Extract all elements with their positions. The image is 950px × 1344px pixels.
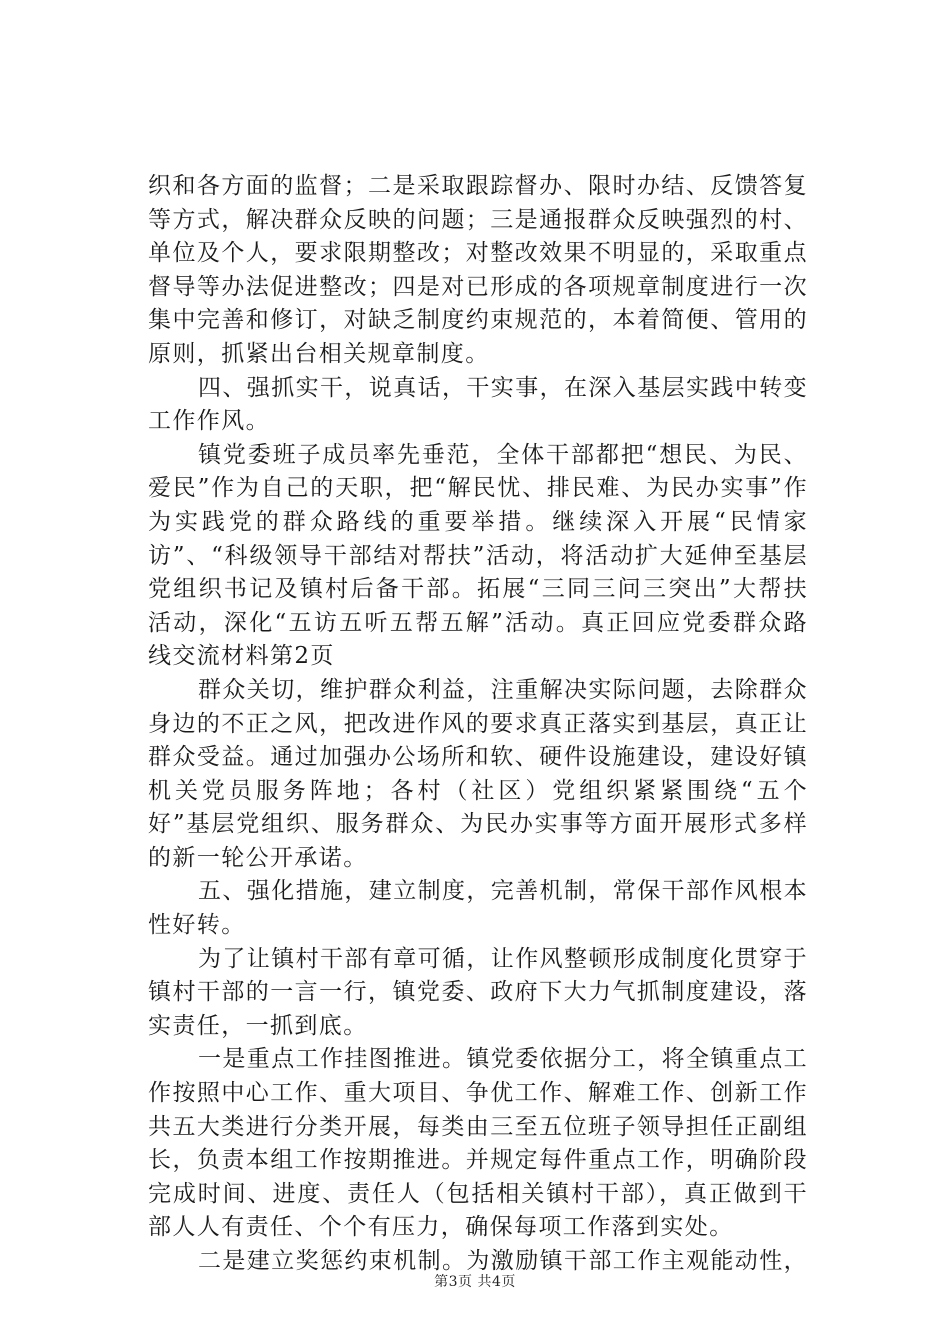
section-heading-four: 四、强抓实干，说真话，干实事，在深入基层实践中转变工作作风。	[148, 374, 808, 435]
page-number-label: 第3页 共4页	[434, 1274, 516, 1290]
paragraph: 织和各方面的监督；二是采取跟踪督办、限时办结、反馈答复等方式，解决群众反映的问题；三是通报群众反映强烈的村、单位及个人，要求限期整改；对整改效果不明显的，采取重点督导等办法促进整改；四是对已形成的各项规章制度进行一次集中完善和修订，对缺乏制度约束规范的，本着简便、管用的原则，抓紧出台相关规章制度。	[148, 173, 808, 367]
paragraph: 一是重点工作挂图推进。镇党委依据分工，将全镇重点工作按照中心工作、重大项目、争优工作、解难工作、创新工作共五大类进行分类开展，每类由三至五位班子领导担任正副组长，负责本组工作按期推进。并规定每件重点工作，明确阶段完成时间、进度、责任人（包括相关镇村干部），真正做到干部人人有责任、个个有压力，确保每项工作落到实处。	[148, 1046, 808, 1241]
page-footer	[0, 1271, 950, 1291]
document-body	[148, 170, 808, 1279]
paragraph: 镇党委班子成员率先垂范，全体干部都把“想民、为民、爱民”作为自己的天职，把“解民忧、排民难、为民办实事”作为实践党的群众路线的重要举措。继续深入开展“民情家访”、“科级领导干部结对帮扶”活动，将活动扩大延伸至基层党组织书记及镇村后备干部。拓展“三同三问三突出”大帮扶活动，深化“五访五听五帮五解”活动。真正回应党委群众路线交流材料第2页	[148, 441, 808, 670]
section-heading-five: 五、强化措施，建立制度，完善机制，常保干部作风根本性好转。	[148, 878, 808, 939]
paragraph: 二是建立奖惩约束机制。为激励镇干部工作主观能动性，	[198, 1248, 808, 1274]
paragraph: 为了让镇村干部有章可循，让作风整顿形成制度化贯穿于镇村干部的一言一行，镇党委、政府下大力气抓制度建设，落实责任，一抓到底。	[148, 945, 808, 1039]
paragraph: 群众关切，维护群众利益，注重解决实际问题，去除群众身边的不正之风，把改进作风的要求真正落实到基层，真正让群众受益。通过加强办公场所和软、硬件设施建设，建设好镇机关党员服务阵地；各村（社区）党组织紧紧围绕“五个好”基层党组织、服务群众、为民办实事等方面开展形式多样的新一轮公开承诺。	[148, 676, 808, 871]
